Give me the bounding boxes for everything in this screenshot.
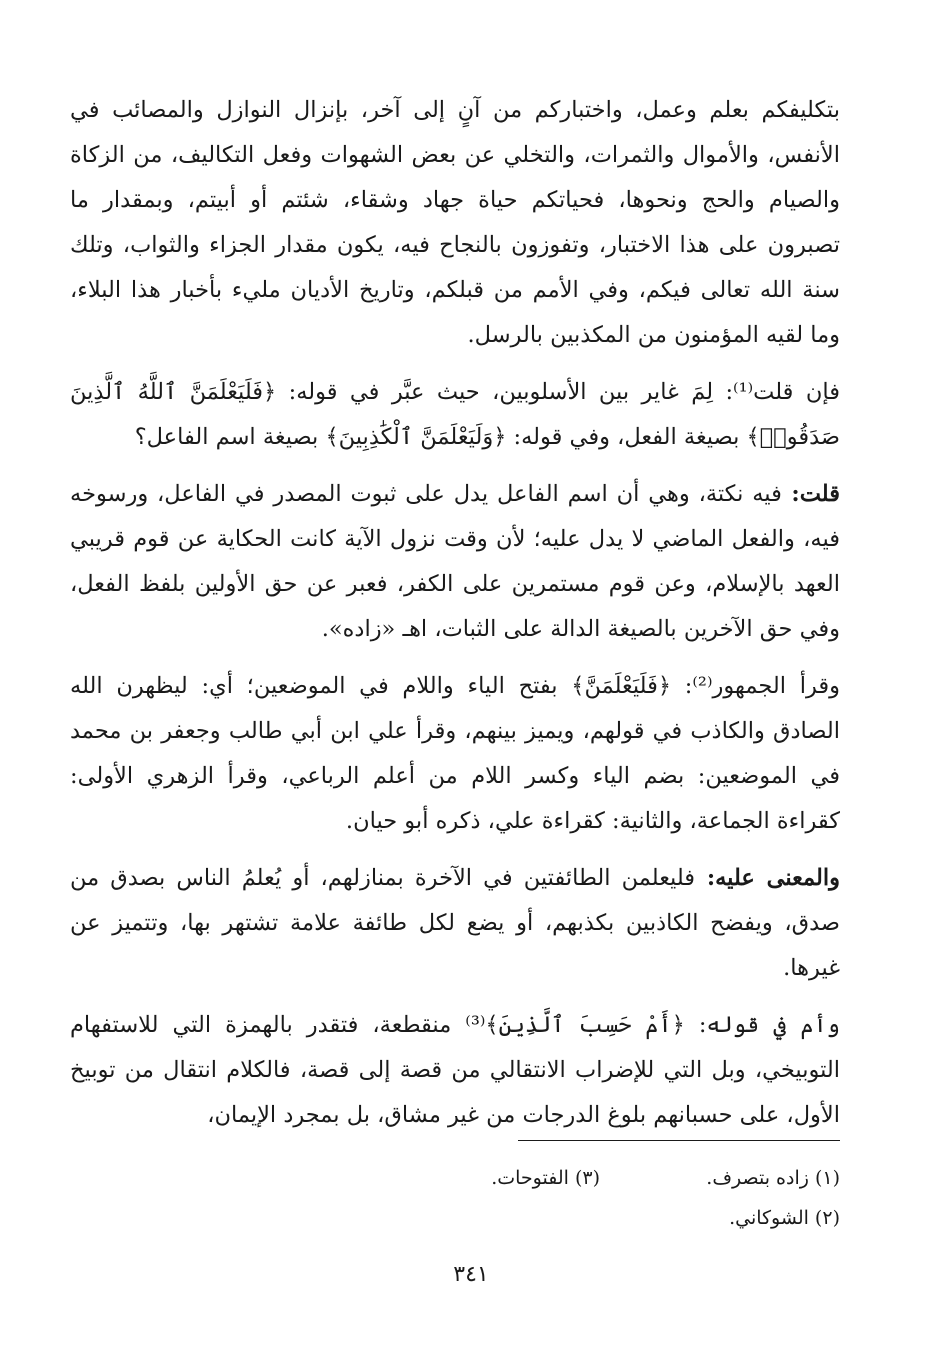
footnote-1: (١) زاده بتصرف.: [706, 1167, 840, 1189]
footnote-separator: [518, 1140, 840, 1141]
footnote-row-2: [70, 1198, 840, 1238]
paragraph-2: [70, 370, 840, 460]
paragraph-1: [70, 88, 840, 358]
footnote-2: (٢) الشوكاني.: [729, 1207, 840, 1229]
paragraph-4: [70, 664, 840, 844]
footnotes: [70, 1158, 840, 1238]
paragraph-5: [70, 856, 840, 991]
paragraph-1-text: بتكليفكم بعلم وعمل، واختباركم من آنٍ إلى آخر، بإنزال النوازل والمصائب في الأنفس، والأموال والثمرات، والتخلي عن بعض الشهوات وفعل التكاليف، من الزكاة والصيام والحج ونحوها، فحياتكم حياة جهاد وشقاء، شئتم أو أبيتم، وبمقدار ما تصبرون على هذا الاختبار، وتفوزون بالنجاح فيه، يكون مقدار الجزاء والثواب، وتلك سنة الله تعالى فيكم، وفي الأمم من قبلكم، وتاريخ الأديان مليء بأخبار هذا البلاء، وما لقيه المؤمنون من المكذبين بالرسل.: [70, 97, 840, 348]
footnote-3: (٣) الفتوحات.: [491, 1167, 600, 1189]
paragraph-3: [70, 472, 840, 652]
page-number: ٣٤١: [453, 1262, 489, 1287]
page-body: [70, 88, 840, 1150]
paragraph-6: [70, 1003, 840, 1138]
paragraph-6-text: وأم في قوله: ﴿أَمْ حَسِبَ ٱلَّذِينَ﴾⁽³⁾ منقطعة، فتقدر بالهمزة التي للاستفهام التوبيخي، وبل التي للإضراب الانتقالي من قصة إلى قصة، فالكلام انتقال من توبيخ الأول، على حسبانهم بلوغ الدرجات من غير مشاق، بل بمجرد الإيمان،: [70, 1012, 840, 1128]
paragraph-5-lead: والمعنى عليه:: [695, 865, 840, 891]
paragraph-4-text: وقرأ الجمهور⁽²⁾: ﴿فَلَيَعْلَمَنَّ﴾ بفتح الياء واللام في الموضعين؛ أي: ليظهرن الله الصادق والكاذب في قولهم، ويميز بينهم، وقرأ علي ابن أبي طالب وجعفر بن محمد في الموضعين: بضم الياء وكسر اللام من أعلم الرباعي، وقرأ الزهري الأولى: كقراءة الجماعة، والثانية: كقراءة علي، ذكره أبو حيان.: [70, 673, 840, 834]
paragraph-5-text: فليعلمن الطائفتين في الآخرة بمنازلهم، أو يُعلمُ الناس بصدق من صدق، ويفضح الكاذبين بكذبهم، أو يضع لكل طائفة علامة تشتهر بها، وتتميز عن غيرها.: [70, 865, 840, 981]
paragraph-2-text: فإن قلت⁽¹⁾: لِمَ غاير بين الأسلوبين، حيث عبَّر في قوله: ﴿فَلَيَعْلَمَنَّ ٱللَّهُ ٱلَّذِينَ صَدَقُوا۟﴾ بصيغة الفعل، وفي قوله: ﴿وَلَيَعْلَمَنَّ ٱلْكَٰذِبِينَ﴾ بصيغة اسم الفاعل؟: [70, 379, 840, 450]
paragraph-3-lead: قلت:: [781, 481, 840, 507]
footnote-row-1: [70, 1158, 840, 1198]
paragraph-3-text: فيه نكتة، وهي أن اسم الفاعل يدل على ثبوت المصدر في الفاعل، ورسوخه فيه، والفعل الماضي لا يدل عليه؛ لأن وقت نزول الآية كانت الحكاية عن قوم قريبي العهد بالإسلام، وعن قوم مستمرين على الكفر، فعبر عن حق الأولين بلفظ الفعل، وفي حق الآخرين بالصيغة الدالة على الثبات، اهـ «زاده».: [70, 481, 840, 642]
